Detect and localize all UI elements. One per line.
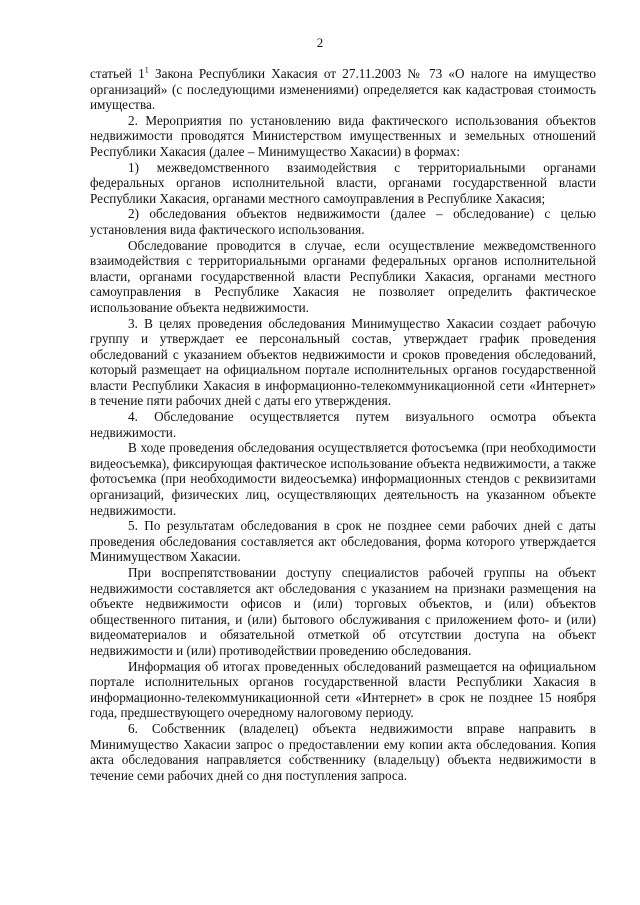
paragraph-access-obstruction: При воспрепятствовании доступу специалистов рабочей группы на объект недвижимости составляется акт обследования с указанием на признаки размещения на объекте недвижимости офисов и (или) торговых объектов, и (или) объектов общественного питания, и (или) бытового обслуживания с приложением фото- и (или) видеоматериалов и обязательной отметкой об отсутствии доступа на объект недвижимости и (или) противодействии проведению обследования. [90, 565, 596, 658]
page-number: 2 [316, 35, 324, 50]
paragraph-subitem-2: 2) обследования объектов недвижимости (далее – обследование) с целью установления вида фактического использования. [90, 206, 596, 237]
paragraph-item-5: 5. По результатам обследования в срок не позднее семи рабочих дней с даты проведения обследования составляется акт обследования, форма которого утверждается Минимуществом Хакасии. [90, 518, 596, 565]
paragraph-photo-recording: В ходе проведения обследования осуществляется фотосъемка (при необходимости видеосъемка), фиксирующая фактическое использование объекта недвижимости, а также фотосъемка (при необходимости видеосъемка) информационных стендов с реквизитами организаций, физических лиц, осуществляющих деятельность на указанном объекте недвижимости. [90, 440, 596, 518]
paragraph-results-publication: Информация об итогах проведенных обследований размещается на официальном портале исполнительных органов государственной власти Республики Хакасия в информационно-телекоммуникационной сети «Интернет» в срок не позднее 15 ноября года, предшествующего очередному налоговому периоду. [90, 658, 596, 721]
paragraph-inspection-condition: Обследование проводится в случае, если осуществление межведомственного взаимодействия с территориальными органами федеральных органов исполнительной власти, органами государственной власти Республики Хакасия, органами местного самоуправления в Республике Хакасия не позволяет определить фактическое использование объекта недвижимости. [90, 237, 596, 315]
intro-text-end: Закона Республики Хакасия от 27.11.2003 № 73 «О налоге на имущество организаций» (с последующими изменениями) определяется как кадастровая стоимость имущества. [90, 66, 596, 113]
paragraph-item-6: 6. Собственник (владелец) объекта недвижимости вправе направить в Минимущество Хакасии запрос о предоставлении ему копии акта обследования. Копия акта обследования направляется собственнику (владельцу) объекта недвижимости в течение семи рабочих дней со дня поступления запроса. [90, 720, 596, 783]
paragraph-intro [90, 66, 596, 113]
article-superscript: 1 [144, 65, 149, 75]
document-body [90, 66, 596, 783]
paragraph-item-3: 3. В целях проведения обследования Минимущество Хакасии создает рабочую группу и утверждает ее персональный состав, утверждает график проведения обследований с указанием объектов недвижимости и сроков проведения обследований, который размещает на официальном портале исполнительных органов государственной власти Республики Хакасия в информационно-телекоммуникационной сети «Интернет» в течение пяти рабочих дней с даты его утверждения. [90, 315, 596, 409]
paragraph-item-2: 2. Мероприятия по установлению вида фактического использования объектов недвижимости проводятся Министерством имущественных и земельных отношений Республики Хакасия (далее – Минимущество Хакасии) в формах: [90, 112, 596, 159]
paragraph-item-4: 4. Обследование осуществляется путем визуального осмотра объекта недвижимости. [90, 409, 596, 440]
paragraph-subitem-1: 1) межведомственного взаимодействия с территориальными органами федеральных органов исполнительной власти, органами государственной власти Республики Хакасия, органами местного самоуправления в Республике Хакасия; [90, 159, 596, 206]
intro-text-start: статьей 1 [90, 66, 145, 81]
